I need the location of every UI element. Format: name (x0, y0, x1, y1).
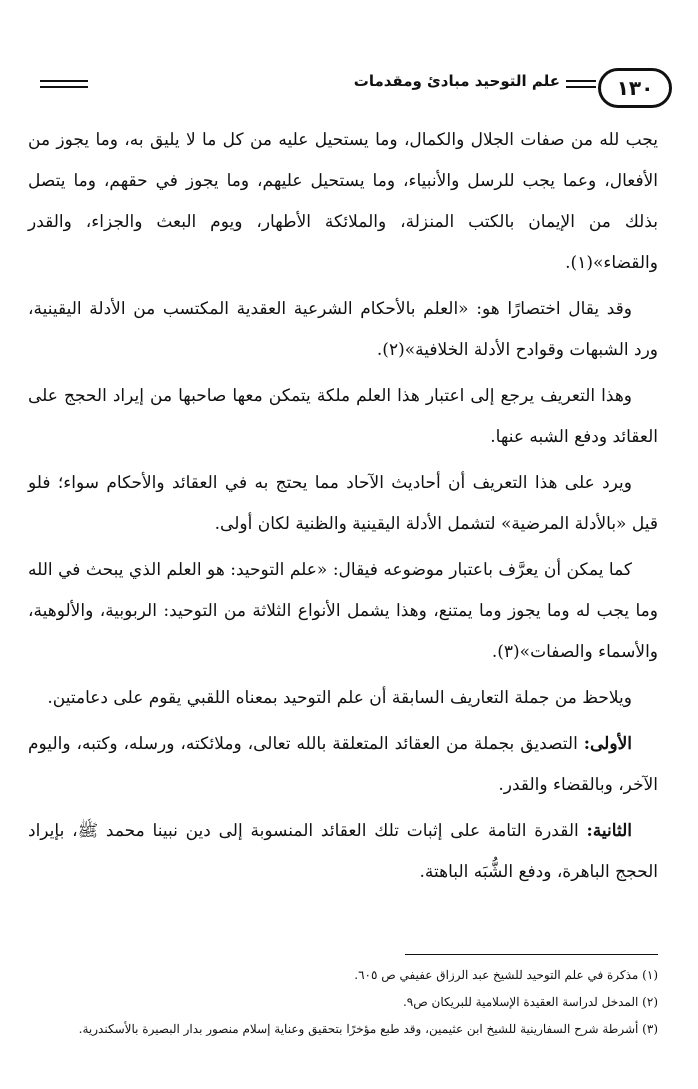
paragraph: ويرد على هذا التعريف أن أحاديث الآحاد مما يحتج به في العقائد والأحكام سواء؛ فلو قيل «بالأدلة المرضية» لتشمل الأدلة اليقينية والظنية لكان أولى. (28, 473, 658, 534)
footnote-separator (405, 954, 658, 955)
pillar-paragraph (28, 811, 658, 893)
pillar-text: التصديق بجملة من العقائد المتعلقة بالله تعالى، وملائكته، ورسله، وكتبه، واليوم الآخر، وبالقضاء والقدر. (28, 734, 658, 795)
pillar-text: القدرة التامة على إثبات تلك العقائد المنسوبة إلى دين نبينا محمد ﷺ، بإيراد الحجج الباهرة، ودفع الشُّبَه الباهتة. (28, 821, 658, 882)
footnote: (١) مذكرة في علم التوحيد للشيخ عبد الرزاق عفيفي ص ٦٠٥. (354, 968, 658, 982)
footnotes (28, 962, 658, 1043)
paragraph: وقد يقال اختصارًا هو: «العلم بالأحكام الشرعية العقدية المكتسب من الأدلة اليقينية، ورد الشبهات وقوادح الأدلة الخلافية»(٢). (28, 299, 658, 360)
footnote: (٣) أشرطة شرح السفارينية للشيخ ابن عثيمين، وقد طبع مؤخرًا بتحقيق وعناية إسلام منصور بدار البصيرة بالأسكندرية. (78, 1022, 658, 1036)
footnote: (٢) المدخل لدراسة العقيدة الإسلامية للبريكان ص٩. (402, 995, 658, 1009)
pillar-paragraph (28, 724, 658, 806)
paragraph: كما يمكن أن يعرَّف باعتبار موضوعه فيقال: «علم التوحيد: هو العلم الذي يبحث في الله وما يجب له وما يجوز وما يمتنع، وهذا يشمل الأنواع الثلاثة من التوحيد: الربوبية، والألوهية، والأسماء والصفات»(٣). (28, 560, 658, 662)
header-rule (566, 80, 596, 82)
paragraph: يجب لله من صفات الجلال والكمال، وما يستحيل عليه من كل ما لا يليق به، وما يجوز من الأفعال، وعما يجب للرسل والأنبياء، وما يستحيل عليهم، وما يجوز في حقهم، وما يتصل بذلك من الإيمان بالكتب المنزلة، والملائكة الأطهار، ويوم البعث والجزاء، والقدر والقضاء»(١). (28, 130, 658, 273)
paragraph: ويلاحظ من جملة التعاريف السابقة أن علم التوحيد بمعناه اللقبي يقوم على دعامتين. (47, 688, 632, 708)
running-title: علم التوحيد مبادئ ومقدمات (353, 72, 560, 90)
header-rule (40, 86, 88, 88)
body-text (28, 120, 658, 898)
header-rule (40, 80, 88, 82)
header-rule (566, 86, 596, 88)
paragraph: وهذا التعريف يرجع إلى اعتبار هذا العلم ملكة يتمكن معها صاحبها من إيراد الحجج على العقائد ودفع الشبه عنها. (28, 386, 658, 447)
page-number-badge (598, 68, 672, 108)
page-header (40, 68, 672, 112)
pillar-lead: الأولى: (583, 734, 632, 754)
page-number: ١٣٠ (616, 76, 654, 100)
pillar-lead: الثانية: (586, 821, 632, 841)
